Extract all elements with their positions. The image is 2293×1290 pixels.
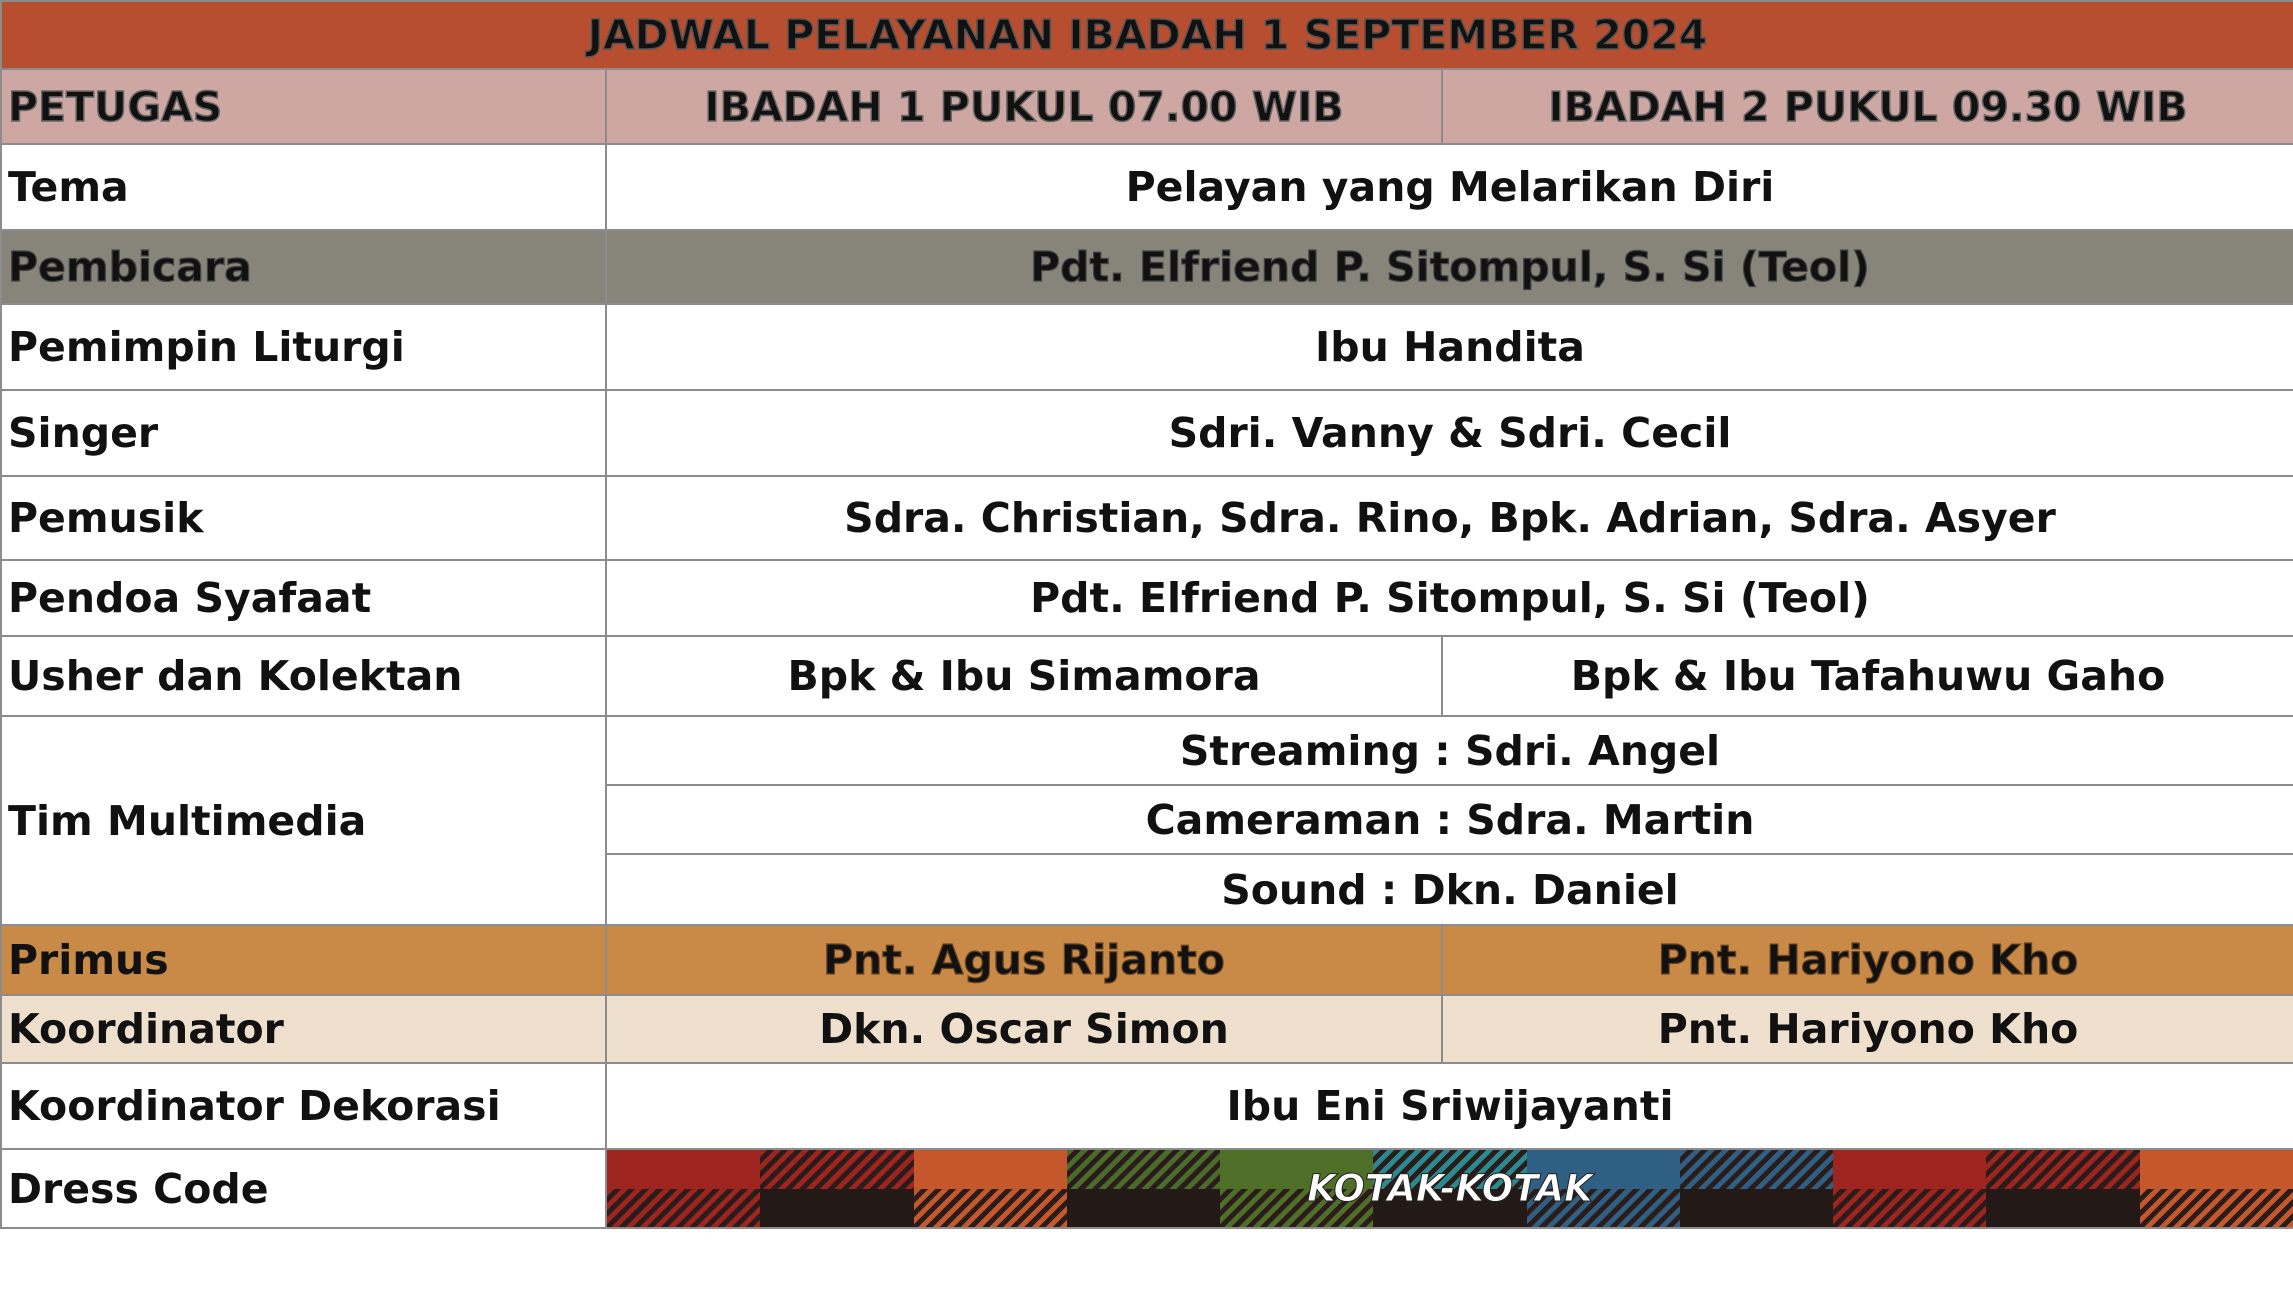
- header-ibadah-1: IBADAH 1 PUKUL 07.00 WIB: [606, 69, 1442, 144]
- value-koordinator-dekorasi: Ibu Eni Sriwijayanti: [606, 1063, 2293, 1149]
- label-pembicara: Pembicara: [1, 230, 606, 304]
- value-usher-ibadah-1: Bpk & Ibu Simamora: [606, 636, 1442, 716]
- row-multimedia-1: [1, 716, 2293, 785]
- label-koordinator: Koordinator: [1, 995, 606, 1063]
- header-row: [1, 69, 2293, 144]
- label-multimedia: Tim Multimedia: [1, 716, 606, 925]
- value-multimedia-sound: Sound : Dkn. Daniel: [606, 854, 2293, 925]
- value-koordinator-ibadah-1: Dkn. Oscar Simon: [606, 995, 1442, 1063]
- value-pendoa-syafaat: Pdt. Elfriend P. Sitompul, S. Si (Teol): [606, 560, 2293, 636]
- value-pembicara: Pdt. Elfriend P. Sitompul, S. Si (Teol): [606, 230, 2293, 304]
- row-koordinator: [1, 995, 2293, 1063]
- value-primus-ibadah-1: Pnt. Agus Rijanto: [606, 925, 1442, 995]
- header-petugas: PETUGAS: [1, 69, 606, 144]
- value-singer: Sdri. Vanny & Sdri. Cecil: [606, 390, 2293, 476]
- label-tema: Tema: [1, 144, 606, 230]
- row-singer: [1, 390, 2293, 476]
- dress-code-text: KOTAK-KOTAK: [1307, 1167, 1593, 1210]
- label-pemimpin-liturgi: Pemimpin Liturgi: [1, 304, 606, 390]
- value-dress-code: [606, 1149, 2293, 1228]
- label-koordinator-dekorasi: Koordinator Dekorasi: [1, 1063, 606, 1149]
- row-dress-code: [1, 1149, 2293, 1228]
- value-multimedia-streaming: Streaming : Sdri. Angel: [606, 716, 2293, 785]
- row-pemusik: [1, 476, 2293, 560]
- label-pendoa-syafaat: Pendoa Syafaat: [1, 560, 606, 636]
- value-pemusik: Sdra. Christian, Sdra. Rino, Bpk. Adrian, Sdra. Asyer: [606, 476, 2293, 560]
- label-dress-code: Dress Code: [1, 1149, 606, 1228]
- value-primus-ibadah-2: Pnt. Hariyono Kho: [1442, 925, 2293, 995]
- header-ibadah-2: IBADAH 2 PUKUL 09.30 WIB: [1442, 69, 2293, 144]
- value-pemimpin-liturgi: Ibu Handita: [606, 304, 2293, 390]
- label-singer: Singer: [1, 390, 606, 476]
- value-usher-ibadah-2: Bpk & Ibu Tafahuwu Gaho: [1442, 636, 2293, 716]
- row-pemimpin-liturgi: [1, 304, 2293, 390]
- schedule-title: JADWAL PELAYANAN IBADAH 1 SEPTEMBER 2024: [1, 1, 2293, 69]
- label-pemusik: Pemusik: [1, 476, 606, 560]
- label-primus: Primus: [1, 925, 606, 995]
- label-usher: Usher dan Kolektan: [1, 636, 606, 716]
- row-pendoa-syafaat: [1, 560, 2293, 636]
- title-row: [1, 1, 2293, 69]
- value-koordinator-ibadah-2: Pnt. Hariyono Kho: [1442, 995, 2293, 1063]
- row-primus: [1, 925, 2293, 995]
- value-multimedia-cameraman: Cameraman : Sdra. Martin: [606, 785, 2293, 854]
- row-usher: [1, 636, 2293, 716]
- value-tema: Pelayan yang Melarikan Diri: [606, 144, 2293, 230]
- row-pembicara: [1, 230, 2293, 304]
- row-koordinator-dekorasi: [1, 1063, 2293, 1149]
- row-tema: [1, 144, 2293, 230]
